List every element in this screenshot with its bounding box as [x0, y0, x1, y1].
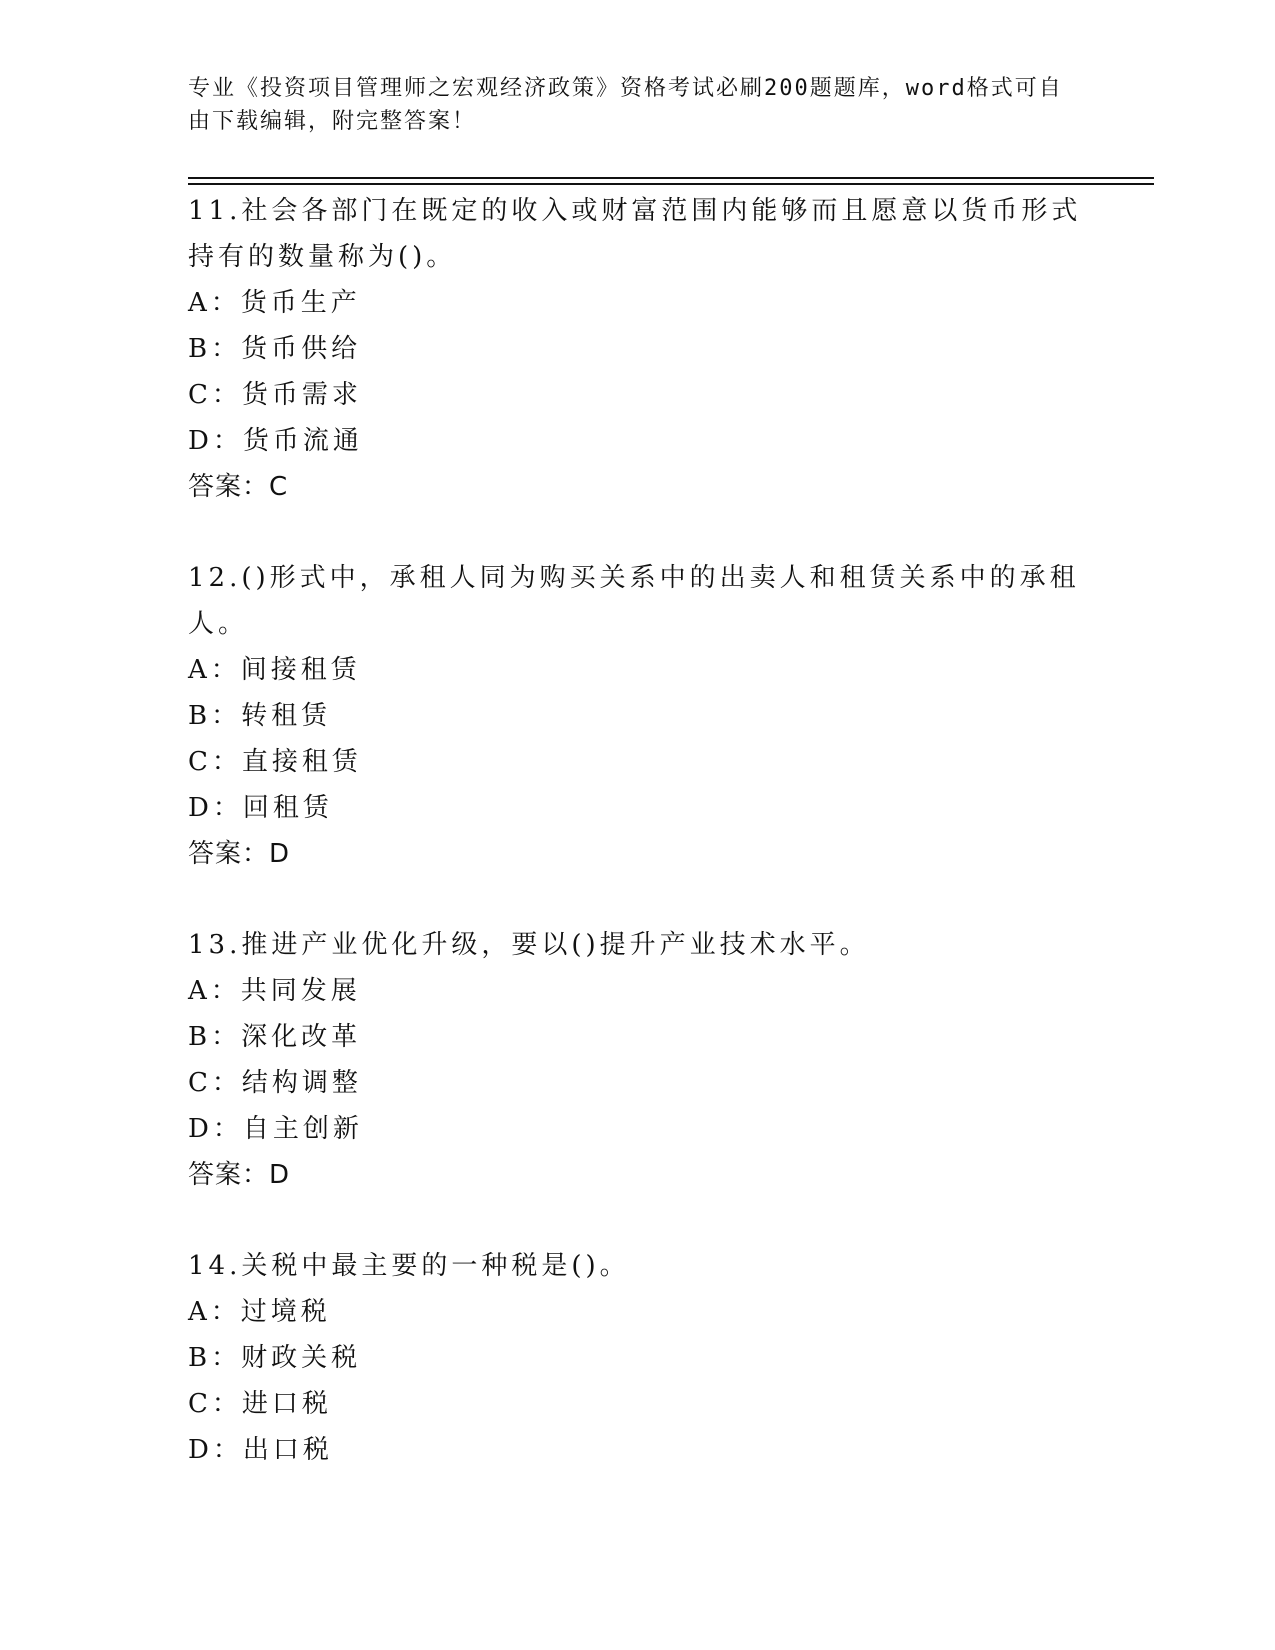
option-a: A：间接租赁 [188, 655, 361, 685]
option-b: B：货币供给 [188, 334, 362, 364]
option-a: A：过境税 [188, 1297, 331, 1327]
option-b: B：财政关税 [188, 1343, 362, 1373]
answer: 答案：D [188, 1160, 291, 1190]
option-b: B：转租赁 [188, 701, 332, 731]
question-13 [188, 922, 1088, 1198]
question-stem: 13.推进产业优化升级，要以()提升产业技术水平。 [188, 930, 870, 960]
header-divider-bottom [188, 183, 1154, 185]
option-a: A：共同发展 [188, 976, 361, 1006]
option-b: B：深化改革 [188, 1022, 362, 1052]
option-d: D：自主创新 [188, 1114, 363, 1144]
option-a: A：货币生产 [188, 288, 361, 318]
header-divider-top [188, 177, 1154, 179]
option-c: C：进口税 [188, 1389, 332, 1419]
option-c: C：直接租赁 [188, 747, 362, 777]
option-c: C：结构调整 [188, 1068, 362, 1098]
question-stem: 14.关税中最主要的一种税是()。 [188, 1251, 630, 1281]
question-stem: 11.社会各部门在既定的收入或财富范围内能够而且愿意以货币形式持有的数量称为()。 [188, 196, 1082, 272]
option-d: D：回租赁 [188, 793, 333, 823]
question-11 [188, 188, 1088, 510]
answer: 答案：C [188, 472, 289, 502]
option-d: D：货币流通 [188, 426, 363, 456]
option-d: D：出口税 [188, 1435, 333, 1465]
document-header: 专业《投资项目管理师之宏观经济政策》资格考试必刷200题题库，word格式可自由下载编辑，附完整答案！ [188, 76, 1063, 134]
question-stem: 12.()形式中，承租人同为购买关系中的出卖人和租赁关系中的承租人。 [188, 563, 1080, 639]
question-12 [188, 555, 1088, 877]
question-14 [188, 1243, 1088, 1473]
answer: 答案：D [188, 839, 291, 869]
option-c: C：货币需求 [188, 380, 362, 410]
